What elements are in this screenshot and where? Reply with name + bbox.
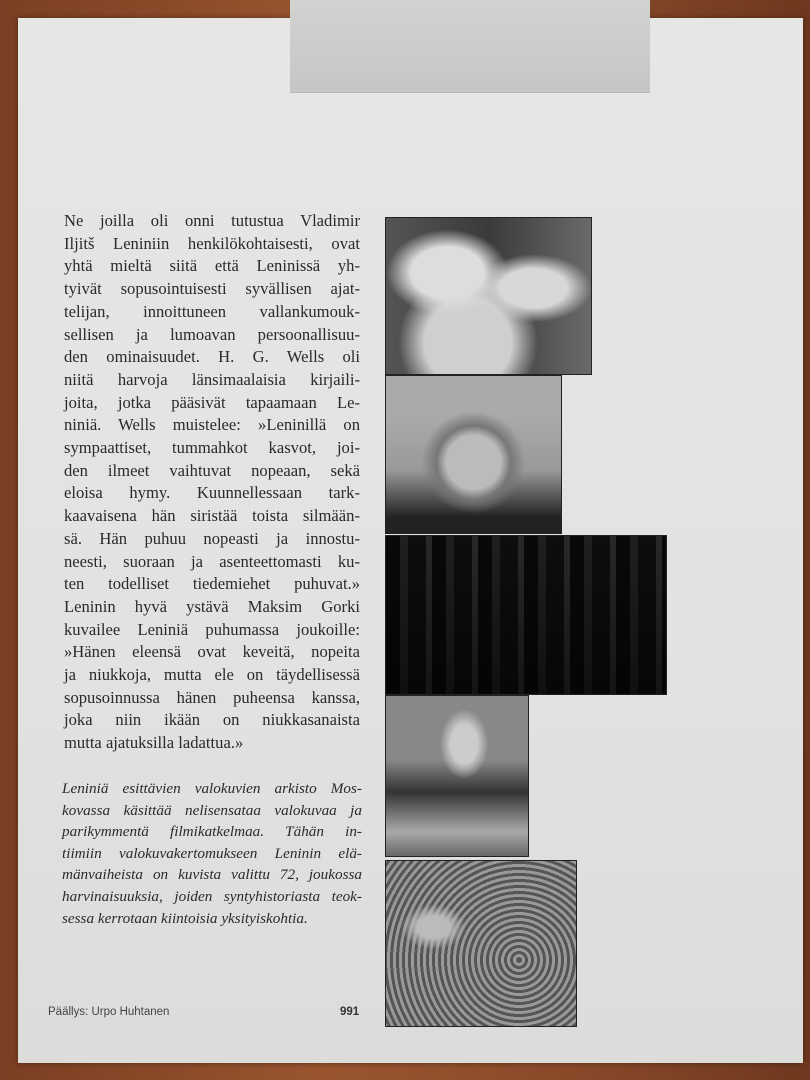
text-line: joka niin ikään on niukkasanaista	[64, 710, 360, 730]
text-line: eloisa hymy. Kuunnellessaan tark-	[64, 483, 360, 503]
text-line: den ilmeet vaihtuvat nopeaan, sekä	[64, 460, 360, 480]
folded-flap	[290, 0, 650, 93]
text-line: sä. Hän puhuu nopeasti ja innostu-	[64, 528, 360, 548]
text-line: yhtä mieltä siitä että Leninissä yh-	[64, 256, 360, 276]
text-line: tiimiin valokuvakertomukseen Leninin elä-	[62, 844, 362, 862]
photo-group	[385, 535, 667, 695]
text-line: telijan, innoittuneen vallankumouk-	[64, 301, 360, 321]
text-line: ja niukkoja, mutta ele on täydellisessä	[64, 665, 360, 685]
text-line: kaavaisena hän siristää toista silmään-	[64, 506, 360, 526]
text-line: mänvaiheista on kuvista valittu 72, joukossa	[62, 866, 362, 884]
text-line: sopusoinnussa hänen puheensa kanssa,	[64, 687, 360, 707]
text-line: Ne joilla oli onni tutustua Vladimir	[64, 211, 360, 230]
photo-archive-paragraph	[62, 778, 362, 929]
photo-portrait-cap	[385, 375, 562, 534]
text-line: sessa kerrotaan kiintoisia yksityiskohtia.	[62, 909, 308, 927]
cover-credit: Päällys: Urpo Huhtanen	[48, 1006, 170, 1018]
text-line: Leninin hyvä ystävä Maksim Gorki	[64, 596, 360, 616]
text-line: Leniniä esittävien valokuvien arkisto Mos-	[62, 780, 362, 797]
text-line: »Hänen eleensä ovat keveitä, nopeita	[64, 642, 360, 662]
text-line: parikymmentä filmikatkelmaa. Tähän in-	[62, 823, 362, 841]
text-line: niniä. Wells muistelee: »Leninillä on	[64, 415, 360, 435]
text-line: mutta ajatuksilla ladattua.»	[64, 733, 244, 753]
text-line: neesti, suoraan ja asenteettomasti ku-	[64, 551, 360, 571]
text-line: harvinaisuuksia, joiden syntyhistoriasta teok-	[62, 887, 362, 905]
photo-crowd-speech	[385, 860, 577, 1027]
text-line: sympaattiset, tummahkot kasvot, joi-	[64, 438, 360, 458]
text-line: kovassa käsittää nelisensataa valokuvaa ja	[62, 801, 362, 819]
text-line: ten todelliset tiedemiehet puhuvat.»	[64, 574, 360, 594]
catalog-number: 991	[340, 1006, 360, 1018]
text-line: den ominaisuudet. H. G. Wells oli	[64, 347, 360, 367]
description-paragraph	[64, 210, 360, 755]
text-line: kuvailee Leniniä puhumassa joukoille:	[64, 619, 360, 639]
photo-children	[385, 217, 592, 375]
text-line: tyivät sopusointuisesti syvällisen ajat-	[64, 279, 360, 299]
photo-at-desk	[385, 695, 529, 857]
text-line: sellisen ja lumoavan persoonallisuu-	[64, 324, 360, 344]
text-line: Iljitš Leniniin henkilökohtaisesti, ovat	[64, 233, 360, 253]
text-line: niitä harvoja länsimaalaisia kirjaili-	[64, 369, 360, 389]
text-line: joita, jotka pääsivät tapaamaan Le-	[64, 392, 360, 412]
